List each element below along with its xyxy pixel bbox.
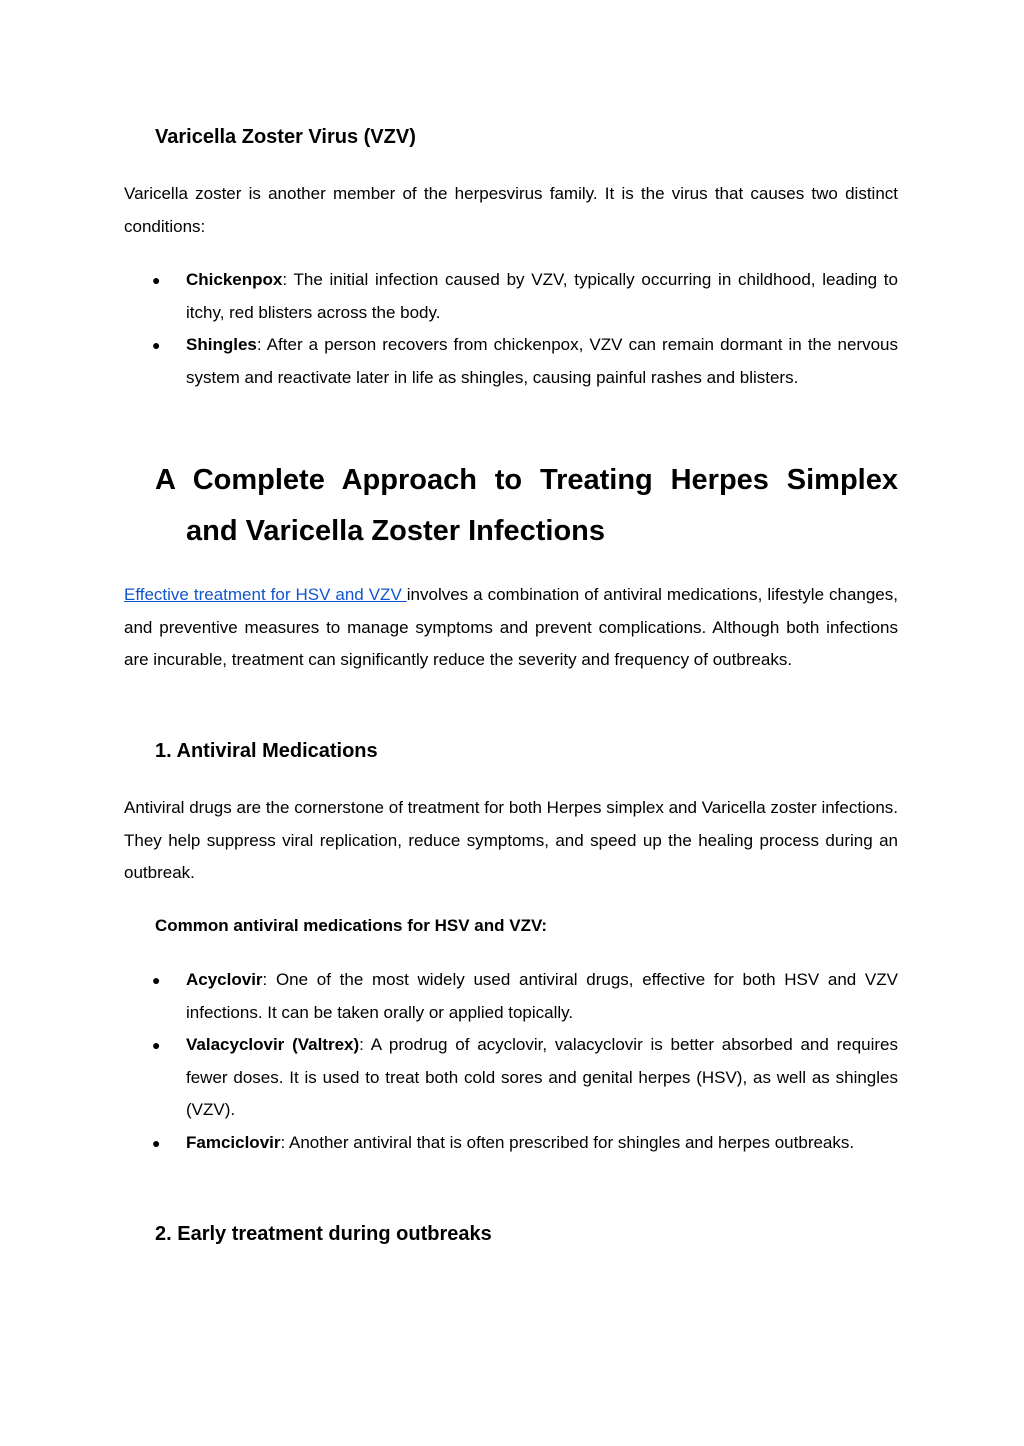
list-item [124, 1029, 898, 1127]
antiviral-medications-heading: 1. Antiviral Medications [155, 740, 378, 762]
approach-paragraph [124, 579, 898, 677]
bullet-icon: ● [152, 337, 161, 353]
list-item-text: : Another antiviral that is often prescribed for shingles and herpes outbreaks. [280, 1132, 855, 1152]
list-item-text: : One of the most widely used antiviral drugs, effective for both HSV and VZV infections. It can be taken orally or applied topically. [186, 970, 898, 1022]
list-item [124, 329, 898, 394]
list-item-term: Valacyclovir (Valtrex) [186, 1035, 360, 1054]
list-item [124, 264, 898, 329]
list-item-text: : After a person recovers from chickenpox, VZV can remain dormant in the nervous system and reactivate later in life as shingles, causing painful rashes and blisters. [186, 335, 898, 387]
bullet-icon: ● [152, 972, 161, 988]
list-item-term: Chickenpox [186, 270, 283, 289]
list-item [124, 1127, 898, 1160]
list-item-term: Shingles [186, 335, 257, 354]
approach-heading: A Complete Approach to Treating Herpes Simplex and Varicella Zoster Infections [155, 464, 898, 547]
list-item-text: : The initial infection caused by VZV, typically occurring in childhood, leading to itchy, red blisters across the body. [186, 270, 898, 322]
list-item-text: : A prodrug of acyclovir, valacyclovir is better absorbed and requires fewer doses. It is used to treat both cold sores and genital herpes (HSV), as well as shingles (VZV). [186, 1035, 898, 1119]
vzv-conditions-list [124, 264, 898, 394]
common-antivirals-subheading: Common antiviral medications for HSV and VZV: [155, 916, 548, 935]
approach-paragraph-text: involves a combination of antiviral medications, lifestyle changes, and preventive measures to manage symptoms and prevent complications. Although both infections are incurable, treatment can significantly reduce the severity and frequency of outbreaks. [124, 585, 898, 669]
vzv-heading: Varicella Zoster Virus (VZV) [155, 126, 416, 148]
effective-treatment-link[interactable]: Effective treatment for HSV and VZV [124, 585, 407, 604]
antiviral-paragraph: Antiviral drugs are the cornerstone of treatment for both Herpes simplex and Varicella zoster infections. They help suppress viral replication, reduce symptoms, and speed up the healing process during an outbreak. [124, 798, 898, 882]
bullet-icon: ● [152, 272, 161, 288]
antiviral-drugs-list [124, 964, 898, 1159]
list-item [124, 964, 898, 1029]
vzv-intro-paragraph: Varicella zoster is another member of the herpesvirus family. It is the virus that causes two distinct conditions: [124, 184, 898, 236]
early-treatment-heading: 2. Early treatment during outbreaks [155, 1223, 492, 1245]
bullet-icon: ● [152, 1134, 161, 1151]
list-item-term: Acyclovir [186, 970, 263, 989]
list-item-term: Famciclovir [186, 1132, 281, 1152]
bullet-icon: ● [152, 1037, 161, 1053]
